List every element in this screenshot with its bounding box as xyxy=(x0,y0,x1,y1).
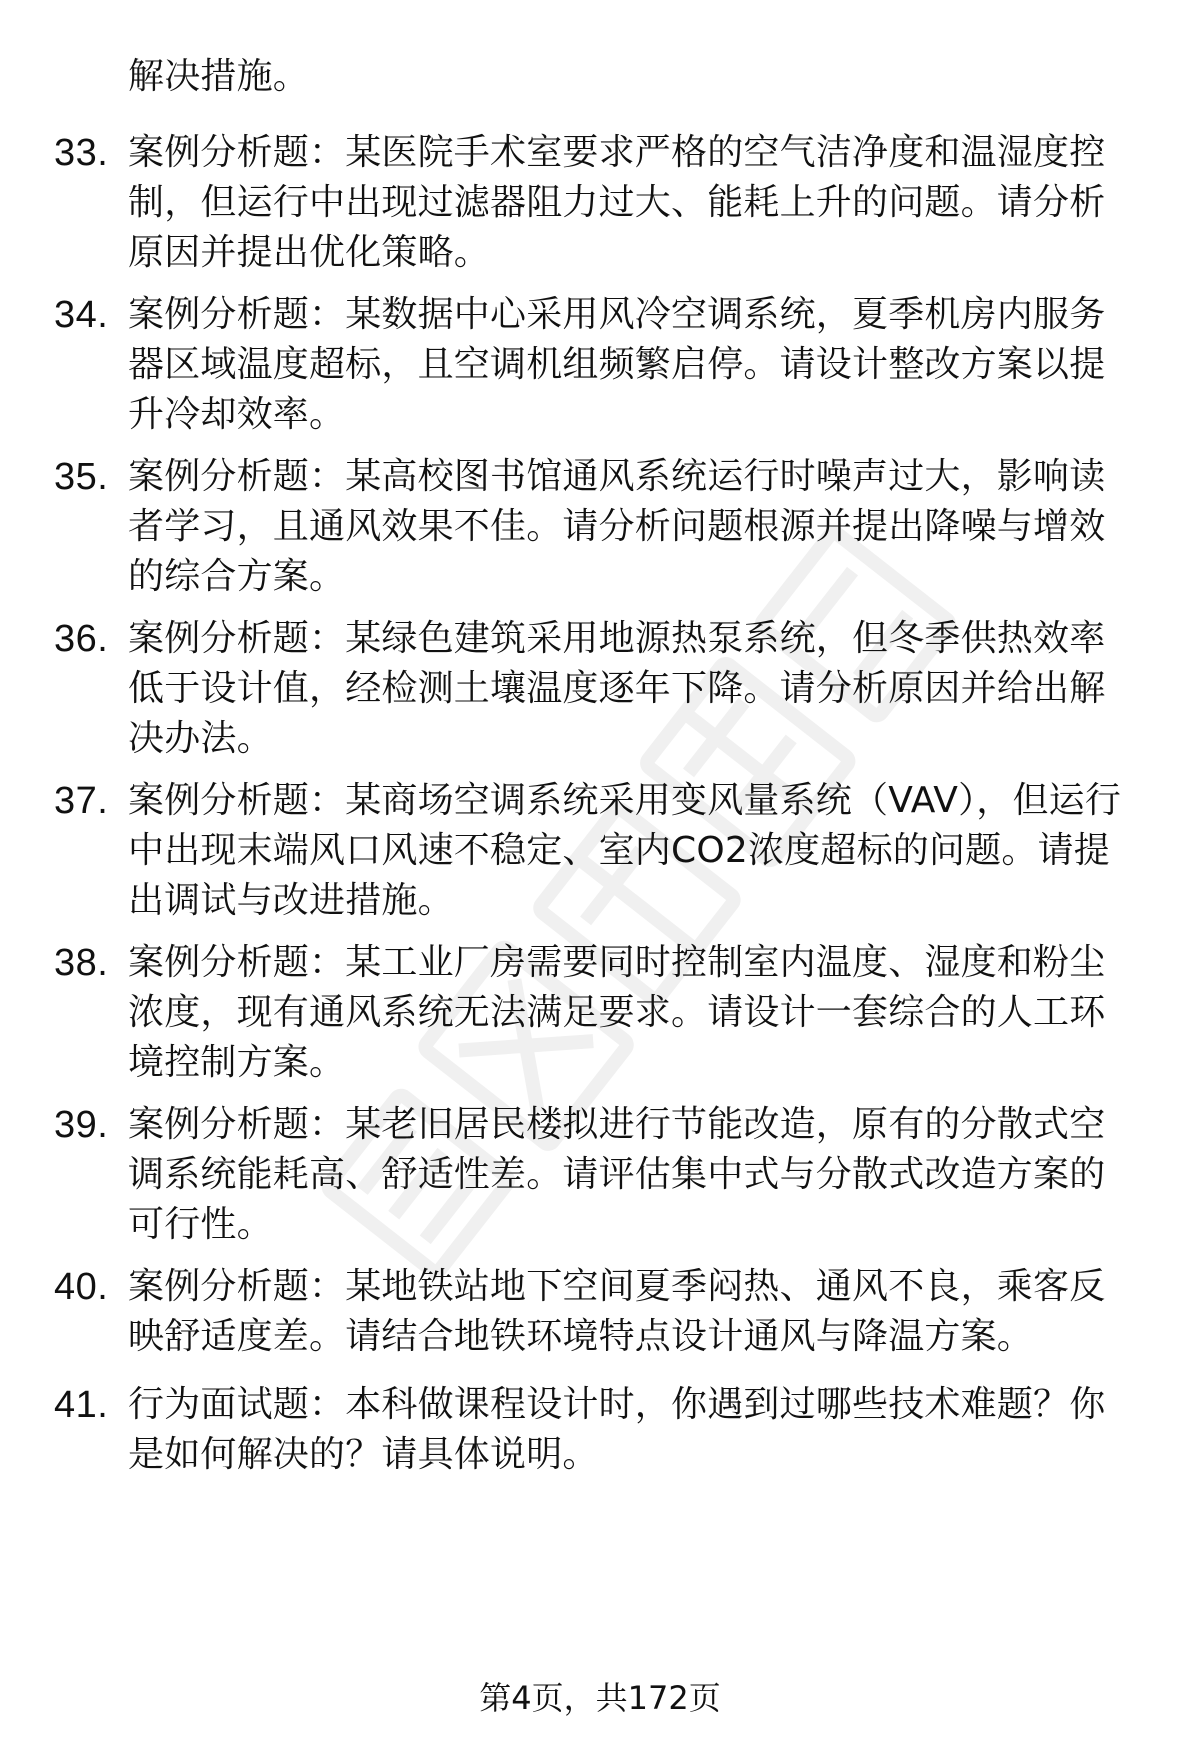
question-text: 案例分析题：某地铁站地下空间夏季闷热、通风不良，乘客反映舒适度差。请结合地铁环境特点设计通风与降温方案。 xyxy=(128,1266,1106,1357)
question-number: 33. xyxy=(54,132,109,174)
question-text: 案例分析题：某数据中心采用风冷空调系统，夏季机房内服务器区域温度超标，且空调机组频繁启停。请设计整改方案以提升冷却效率。 xyxy=(128,294,1106,435)
question-number: 39. xyxy=(54,1104,109,1146)
question-number: 38. xyxy=(54,942,109,984)
question-text: 案例分析题：某工业厂房需要同时控制室内温度、湿度和粉尘浓度，现有通风系统无法满足要求。请设计一套综合的人工环境控制方案。 xyxy=(128,942,1106,1083)
question-text: 行为面试题：本科做课程设计时，你遇到过哪些技术难题？你是如何解决的？请具体说明。 xyxy=(128,1384,1106,1475)
question-text: 案例分析题：某老旧居民楼拟进行节能改造，原有的分散式空调系统能耗高、舒适性差。请评估集中式与分散式改造方案的可行性。 xyxy=(128,1104,1106,1245)
question-number: 36. xyxy=(54,618,109,660)
question-number: 34. xyxy=(54,294,109,336)
question-text: 案例分析题：某绿色建筑采用地源热泵系统，但冬季供热效率低于设计值，经检测土壤温度逐年下降。请分析原因并给出解决办法。 xyxy=(128,618,1106,759)
question-text: 案例分析题：某高校图书馆通风系统运行时噪声过大，影响读者学习，且通风效果不佳。请分析问题根源并提出降噪与增效的综合方案。 xyxy=(128,456,1106,597)
question-number: 37. xyxy=(54,780,109,822)
question-text: 案例分析题：某商场空调系统采用变风量系统（VAV），但运行中出现末端风口风速不稳定、室内CO2浓度超标的问题。请提出调试与改进措施。 xyxy=(128,780,1122,921)
question-number: 40. xyxy=(54,1266,109,1308)
page-footer: 第4页，共172页 xyxy=(479,1679,721,1717)
continuation-text: 解决措施。 xyxy=(128,56,310,97)
question-text: 案例分析题：某医院手术室要求严格的空气洁净度和温湿度控制，但运行中出现过滤器阻力过大、能耗上升的问题。请分析原因并提出优化策略。 xyxy=(128,132,1106,273)
question-number: 41. xyxy=(54,1384,109,1426)
question-number: 35. xyxy=(54,456,109,498)
